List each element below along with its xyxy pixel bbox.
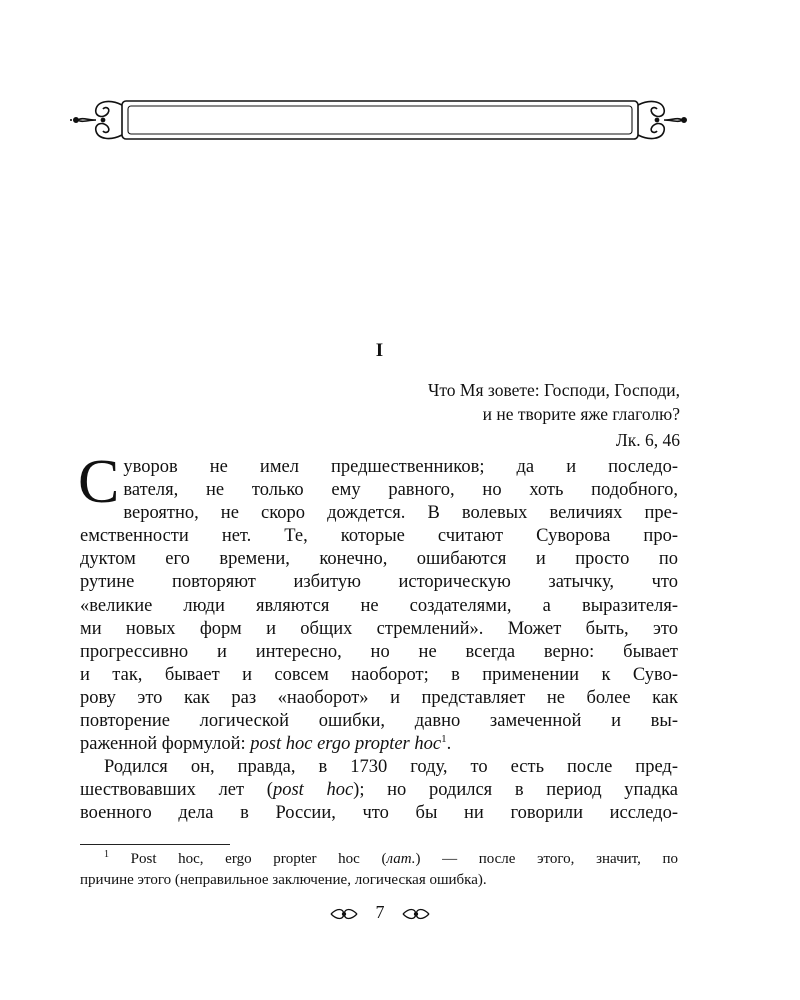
text-segment: ) — после этого, значит, по	[415, 851, 678, 867]
ornamental-header-frame	[70, 95, 690, 150]
text-segment: .	[446, 734, 452, 755]
epigraph-reference: Лк. 6, 46	[615, 430, 680, 450]
main-text	[78, 448, 678, 826]
text-line: уворов не имел предшественников; да и последо-	[123, 457, 678, 477]
footnote-marker: 1	[104, 849, 109, 860]
text-line: Родился он, правда, в 1730 году, то есть после пред-	[104, 757, 678, 778]
text-line	[80, 779, 678, 802]
latin-phrase: post hoc ergo propter hoc	[250, 734, 442, 755]
text-line: прогрессивно и интересно, но не всегда верно: бывает	[80, 641, 678, 662]
right-folio-ornament-icon	[401, 906, 431, 922]
text-line: вателя, не только ему равного, но хоть подобного,	[123, 480, 678, 501]
right-flourish-icon	[638, 102, 686, 139]
footnote	[80, 849, 678, 891]
text-line: «великие люди являются не создателями, а выразителя-	[80, 595, 678, 616]
left-folio-ornament-icon	[329, 906, 359, 922]
footnote-line	[80, 849, 678, 870]
text-line: рутине повторяют избитую историческую затычку, что	[80, 572, 678, 593]
text-segment: шествовавших лет (	[80, 780, 273, 801]
page-number: 7	[375, 902, 385, 922]
italic-abbreviation: лат.	[386, 851, 416, 867]
chapter-number: I	[375, 340, 385, 361]
text-segment: ); но родился в период упадка	[353, 780, 678, 801]
epigraph-line: и не творите яже глаголю?	[482, 404, 680, 424]
epigraph-line: Что Мя зовете: Господи, Господи,	[428, 380, 680, 400]
left-flourish-icon	[70, 102, 122, 139]
text-line: рову это как раз «наоборот» и представляет не более как	[80, 687, 678, 708]
text-segment: Post hoc, ergo propter hoc (	[109, 851, 387, 867]
epigraph	[300, 378, 680, 452]
page-footer	[0, 902, 760, 923]
text-line: дуктом его времени, конечно, ошибаются и просто по	[80, 549, 678, 570]
text-line: повторение логической ошибки, давно замеченной и вы-	[80, 711, 678, 732]
text-line: емственности нет. Те, которые считают Суворова про-	[80, 526, 678, 547]
text-line: вероятно, не скоро дождется. В волевых величиях пре-	[123, 503, 678, 524]
footnote-divider	[80, 844, 230, 845]
footnote-reference[interactable]: 1	[441, 732, 447, 745]
text-segment: раженной формулой:	[80, 734, 251, 755]
latin-phrase: post hoc	[272, 780, 354, 801]
drop-cap: С	[78, 448, 120, 516]
text-line	[80, 733, 678, 756]
text-line: и так, бывает и совсем наоборот; в применении к Суво-	[80, 664, 678, 685]
footnote-line: причине этого (неправильное заключение, логическая ошибка).	[80, 872, 487, 888]
text-line: ми новых форм и общих стремлений». Может быть, это	[80, 618, 678, 639]
text-line: военного дела в России, что бы ни говорили исследо-	[80, 803, 678, 824]
